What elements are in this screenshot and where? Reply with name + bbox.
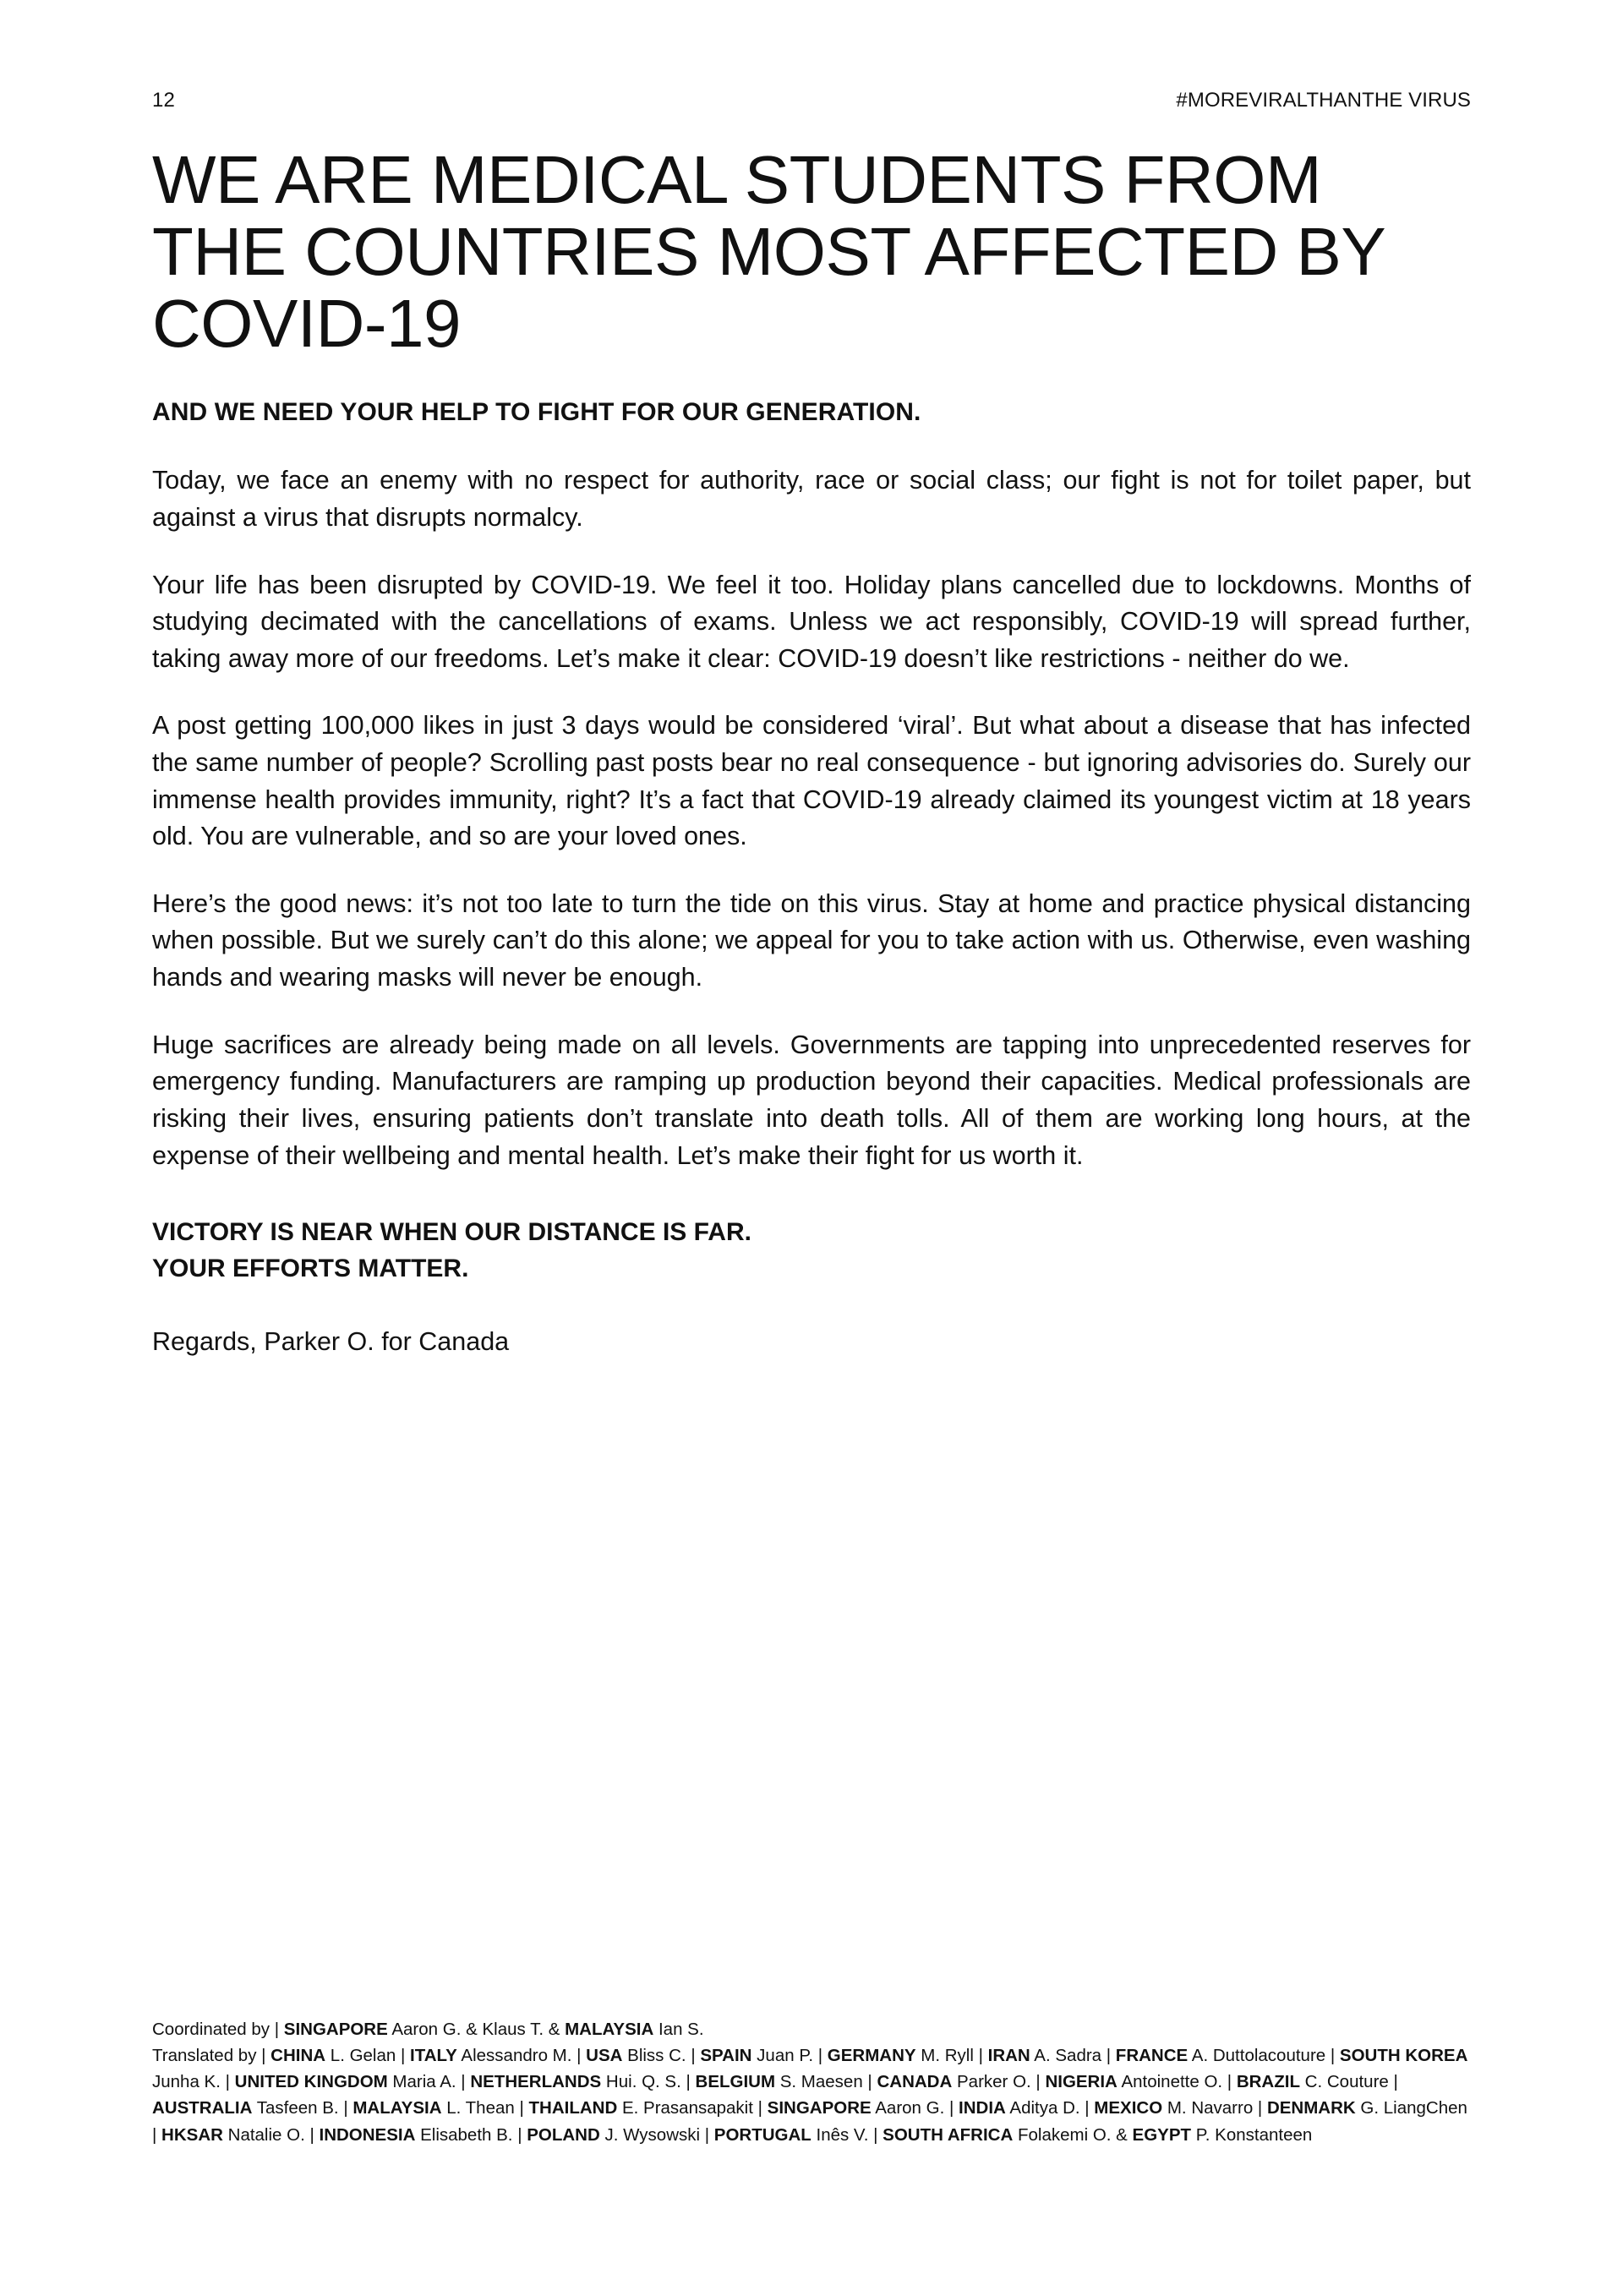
closing-line-1: VICTORY IS NEAR WHEN OUR DISTANCE IS FAR. [152,1218,751,1247]
credit-country: INDONESIA [319,2124,416,2145]
credit-country: SPAIN [700,2046,752,2066]
credit-country: CANADA [877,2072,953,2092]
credit-country: NIGERIA [1045,2072,1118,2092]
credit-country: USA [586,2046,623,2066]
body-paragraph-1: Today, we face an enemy with no respect for authority, race or social class; our fight is not for toilet paper, but against a virus that disrupts normalcy. [152,466,1471,532]
signature: Regards, Parker O. for Canada [152,1327,510,1357]
body-paragraph-5: Huge sacrifices are already being made on all levels. Governments are tapping into unprecedented reserves for emergency funding. Manufacturers are ramping up production beyond their capacities. Medical professionals are risking their lives, ensuring patients don’t translate into death tolls. All of them are working long hours, at the expense of their wellbeing and mental health. Let’s make their fight for us worth it. [152,1030,1471,1170]
credit-country: UNITED KINGDOM [234,2072,388,2092]
body-paragraph-2: Your life has been disrupted by COVID-19. We feel it too. Holiday plans cancelled due to lockdowns. Months of studying decimated with the cancellations of exams. Unless we act responsibly, COVID-19 will spread further, taking away more of our freedoms. Let’s make it clear: COVID-19 doesn’t like restrictions - neither do we. [152,570,1471,673]
credit-country: NETHERLANDS [470,2072,602,2092]
credit-country: IRAN [987,2046,1030,2066]
credit-country: DENMARK [1266,2098,1356,2118]
credits-coordinated: Coordinated by | SINGAPORE Aaron G. & Klaus T. & MALAYSIA Ian S. [152,2020,704,2039]
credit-country: PORTUGAL [713,2124,812,2145]
campaign-hashtag: #MOREVIRALTHANTHE VIRUS [1176,89,1471,112]
closing-statement [152,1215,1471,1287]
credit-country: INDIA [959,2098,1006,2118]
credit-country: ITALY [410,2046,457,2066]
credit-country: MEXICO [1094,2098,1163,2118]
page-title: WE ARE MEDICAL STUDENTS FROM THE COUNTRIES MOST AFFECTED BY COVID-19 [152,142,1385,361]
credit-country: AUSTRALIA [152,2098,253,2118]
credit-country: MALAYSIA [565,2020,654,2039]
credit-country: CHINA [270,2046,326,2066]
credits-block [152,2016,1471,2148]
credit-country: POLAND [527,2124,600,2145]
closing-line-2: YOUR EFFORTS MATTER. [152,1254,469,1282]
credit-country: MALAYSIA [352,2098,442,2118]
credit-country: GERMANY [827,2046,916,2066]
body-paragraph-4: Here’s the good news: it’s not too late to turn the tide on this virus. Stay at home and practice physical distancing when possible. But we surely can’t do this alone; we appeal for you to take action with us. Otherwise, even washing hands and wearing masks will never be enough. [152,888,1471,992]
credit-country: THAILAND [528,2098,618,2118]
page-header [152,89,1471,112]
credit-country: FRANCE [1115,2046,1189,2066]
document-content [152,89,1471,1357]
subheadline: AND WE NEED YOUR HELP TO FIGHT FOR OUR GENERATION. [152,398,921,427]
credit-country: BRAZIL [1236,2072,1300,2092]
credit-country: HKSAR [161,2124,223,2145]
credit-country: SINGAPORE [767,2098,872,2118]
credit-country: SINGAPORE [283,2020,388,2039]
credit-country: SOUTH KOREA [1339,2046,1468,2066]
credit-country: SOUTH AFRICA [883,2124,1014,2145]
credit-country: EGYPT [1132,2124,1192,2145]
page-number: 12 [152,89,176,112]
credits-translated: Translated by | CHINA L. Gelan | ITALY Alessandro M. | USA Bliss C. | SPAIN Juan P. | GERMANY M. Ryll | IRAN A. Sadra | FRANCE A. Duttolacouture | SOUTH KOREA Junha K. | UNITED KINGDOM Maria A. | NETHERLANDS Hui. Q. S. | BELGIUM S. Maesen | CANADA Parker O. | NIGERIA Antoinette O. | BRAZIL C. Couture | AUSTRALIA Tasfeen B. | MALAYSIA L. Thean | THAILAND E. Prasansapakit | SINGAPORE Aaron G. | INDIA Aditya D. | MEXICO M. Navarro | DENMARK G. LiangChen | HKSAR Natalie O. | INDONESIA Elisabeth B. | POLAND J. Wysowski | PORTUGAL Inês V. | SOUTH AFRICA Folakemi O. & EGYPT P. Konstanteen [152,2046,1468,2145]
credit-country: BELGIUM [695,2072,776,2092]
body-paragraph-3: A post getting 100,000 likes in just 3 days would be considered ‘viral’. But what about a disease that has infected the same number of people? Scrolling past posts bear no real consequence - but ignoring advisories do. Surely our immense health provides immunity, right? It’s a fact that COVID-19 already claimed its youngest victim at 18 years old. You are vulnerable, and so are your loved ones. [152,711,1471,851]
